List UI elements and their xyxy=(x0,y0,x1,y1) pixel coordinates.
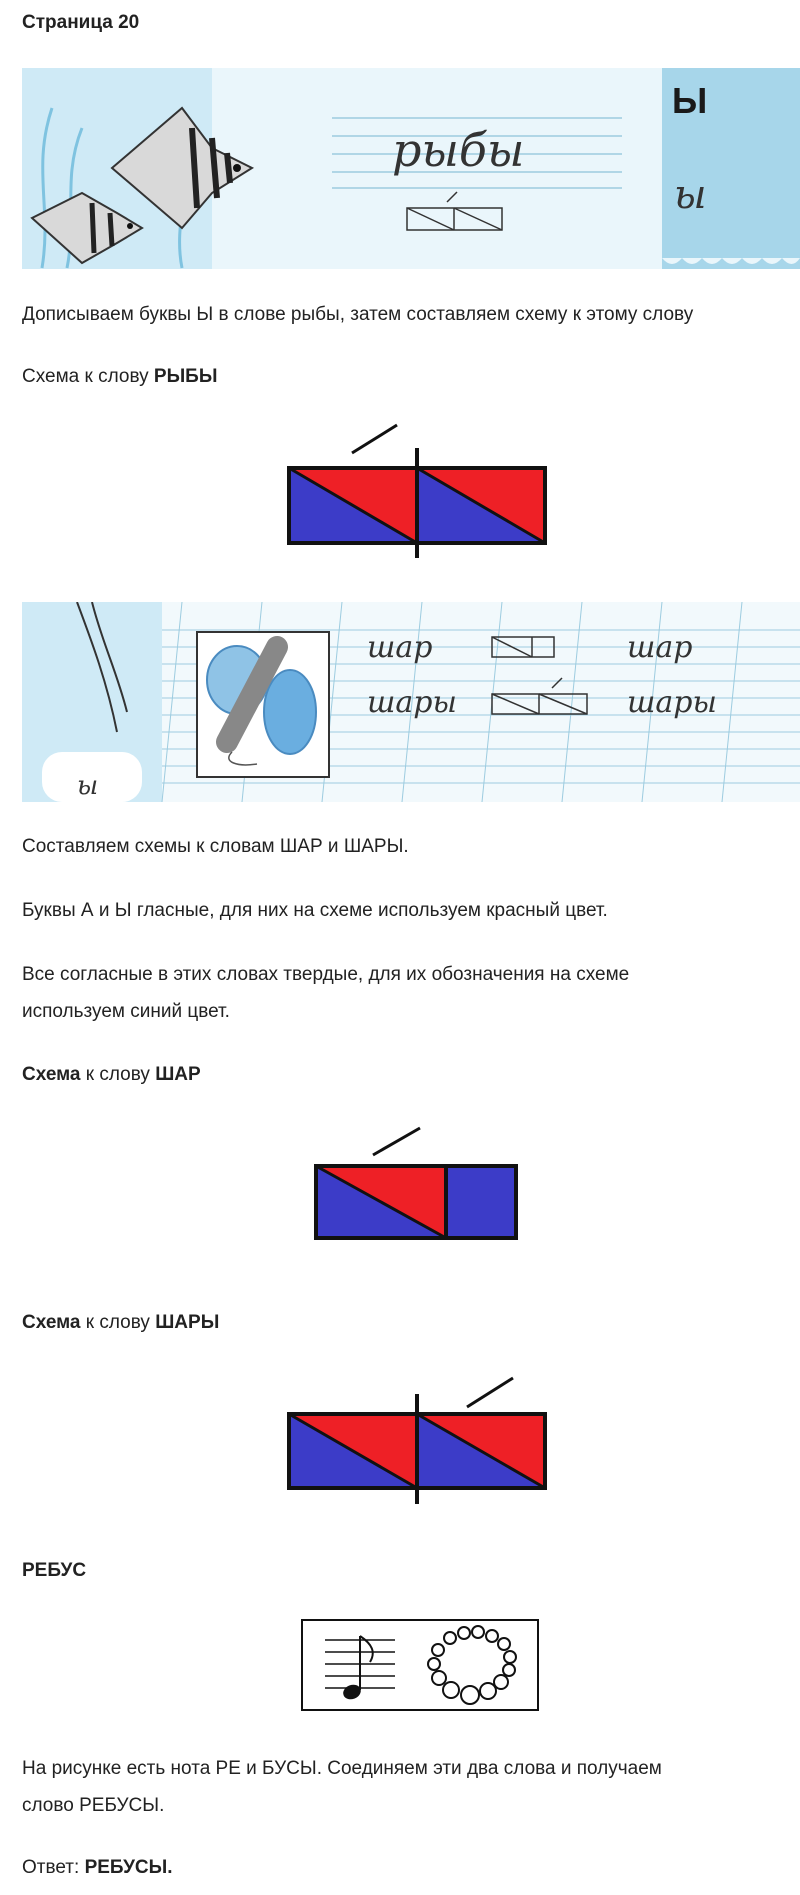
scheme-shari xyxy=(285,1370,555,1510)
scheme-shar-svg xyxy=(310,1120,530,1250)
scheme-word: РЫБЫ xyxy=(153,366,218,387)
fish-banner-svg xyxy=(22,68,800,269)
scheme-shari-svg xyxy=(285,1370,555,1510)
scheme-word: ШАР xyxy=(155,1064,201,1085)
scheme-prefix: Схема xyxy=(22,1312,81,1333)
word-shari-left: шары xyxy=(367,685,457,720)
side-cursive: ы xyxy=(674,172,707,218)
paragraph-4-line-1: Все согласные в этих словах твердые, для их обозначения на схеме xyxy=(22,964,630,985)
rebus-title: РЕБУС xyxy=(22,1560,87,1581)
answer-word: РЕБУСЫ. xyxy=(84,1857,173,1878)
paragraph-5-line-1: На рисунке есть нота РЕ и БУСЫ. Соединяем эти два слова и получаем xyxy=(22,1758,662,1779)
scheme-middle: к слову xyxy=(80,1064,156,1085)
paragraph-3: Буквы А и Ы гласные, для них на схеме используем красный цвет. xyxy=(22,900,608,921)
word-shar-right: шар xyxy=(627,630,693,665)
word-shari-right: шары xyxy=(627,685,717,720)
paragraph-5-line-2: слово РЕБУСЫ. xyxy=(22,1795,165,1816)
scheme-heading-shar xyxy=(22,1056,201,1093)
page-title: Страница 20 xyxy=(22,12,140,33)
answer-prefix: Ответ: xyxy=(22,1857,85,1878)
scheme-rybi-svg xyxy=(285,410,555,565)
scheme-heading-rybi xyxy=(22,358,217,395)
rebus-picture xyxy=(300,1618,540,1712)
word-shar-left: шар xyxy=(367,630,433,665)
textbook-illustration-balloons xyxy=(22,602,800,802)
side-letter: Ы xyxy=(672,80,708,121)
balloons-icon xyxy=(197,632,329,777)
scheme-middle: к слову xyxy=(80,1312,156,1333)
scheme-prefix: Схема к слову xyxy=(22,366,154,387)
paragraph-2: Составляем схемы к словам ШАР и ШАРЫ. xyxy=(22,836,409,857)
paragraph-1: Дописываем буквы Ы в слове рыбы, затем составляем схему к этому слову xyxy=(22,304,694,325)
scheme-word: ШАРЫ xyxy=(155,1312,220,1333)
scheme-prefix: Схема xyxy=(22,1064,81,1085)
scheme-heading-shari xyxy=(22,1304,219,1341)
corner-cursive: ы xyxy=(77,771,99,801)
scheme-rybi xyxy=(285,410,555,565)
scheme-shar xyxy=(310,1120,530,1250)
textbook-illustration-fish xyxy=(22,68,800,269)
rebus-svg xyxy=(300,1618,540,1712)
answer xyxy=(22,1849,173,1886)
paragraph-4-line-2: используем синий цвет. xyxy=(22,1001,230,1022)
balloons-banner-svg xyxy=(22,602,800,802)
handwritten-word: рыбы xyxy=(392,123,525,177)
